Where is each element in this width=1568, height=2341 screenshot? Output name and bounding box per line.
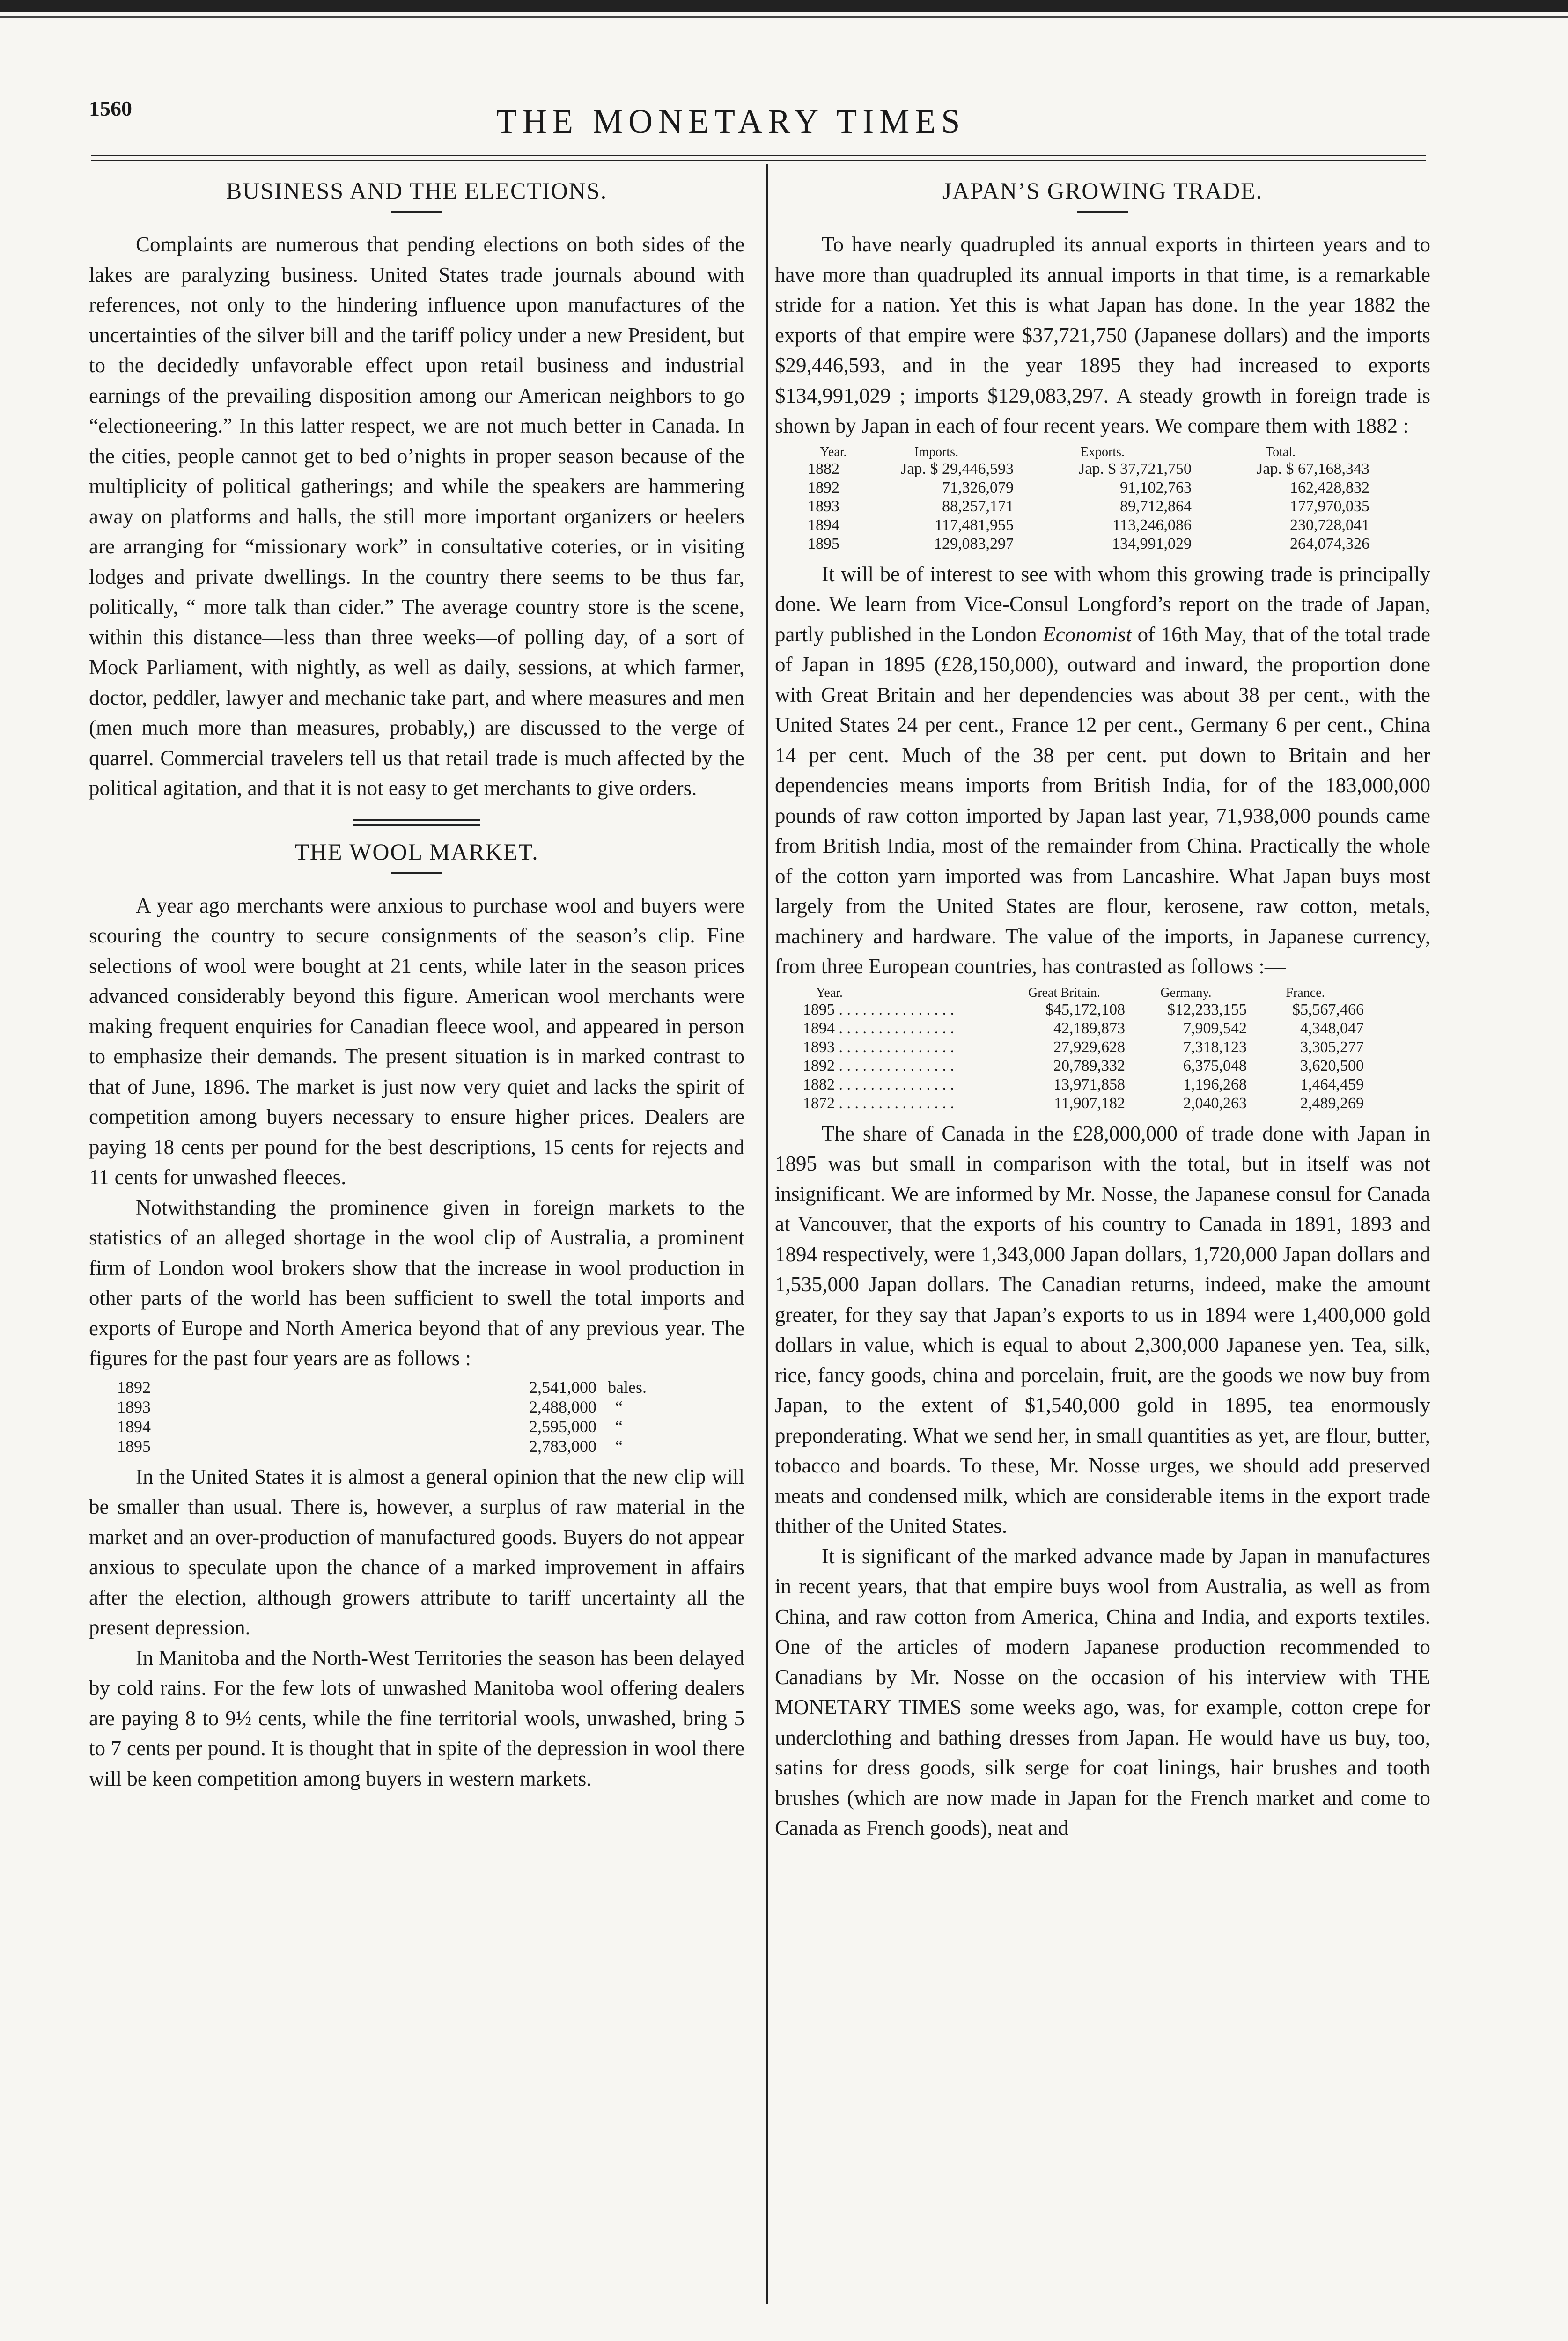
column-header-exports: Exports. [1080, 444, 1125, 459]
wool-paragraph-3: In the United States it is almost a general opinion that the new clip will be smaller than usual. There is, however, a surplus of raw material in the market and an over-production of manufactured goods. Buyers do not appear anxious to speculate upon the chance of a marked improvement in affairs after the election, although growers attribute to tariff uncertainty all the present depression. [89, 1465, 744, 1639]
table-cell-year: 1894 [117, 1417, 151, 1436]
column-header-year: Year. [816, 985, 843, 1000]
table-row [117, 1436, 647, 1456]
table-cell-total: 264,074,326 [1290, 535, 1369, 552]
wool-paragraph-1: A year ago merchants were anxious to purchase wool and buyers were scouring the country to secure consignments of the season’s clip. Fine selections of wool were bought at 21 cents, while later in the season prices advanced considerably beyond this figure. American wool merchants were making frequent enquiries for Canadian fleece wool, and appeared in person to emphasize their demands. The present situation is in marked contrast to that of June, 1896. The market is just now very quiet and lacks the spirit of competition among buyers necessary to ensure higher prices. Dealers are paying 18 cents per pound for the best descriptions, 15 cents for rejects and 11 cents for unwashed fleeces. [89, 893, 744, 1189]
table-cell-germany: 2,040,263 [1183, 1094, 1247, 1112]
japan-trade-table [808, 445, 1369, 553]
table-cell-value: 2,783,000 [529, 1436, 596, 1456]
table-cell-germany: 6,375,048 [1183, 1057, 1247, 1075]
table-cell-exports: 113,246,086 [1112, 516, 1192, 534]
table-cell-imports: 88,257,171 [942, 497, 1014, 515]
page-number: 1560 [89, 96, 132, 120]
article-heading-japan: JAPAN’S GROWING TRADE. [942, 177, 1263, 204]
table-row [803, 1057, 1364, 1075]
table-cell-exports: Jap. $ 37,721,750 [1079, 460, 1192, 478]
heading-dash [391, 211, 442, 213]
table-cell-year: 1893 [808, 497, 839, 515]
table-row [808, 516, 1369, 535]
table-row [117, 1417, 647, 1436]
japan-paragraph-1: To have nearly quadrupled its annual exports in thirteen years and to have more than quadrupled its annual imports in that time, is a remarkable stride for a nation. Yet this is what Japan has done. In the year 1882 the exports of that empire were $37,721,750 (Japanese dollars) and the imports $29,446,593, and in the year 1895 they had increased to exports $134,991,029 ; imports $129,083,297. A steady growth in foreign trade is shown by Japan in each of four recent years. We compare them with 1882 : [775, 233, 1430, 437]
table-cell-value: 2,595,000 [529, 1417, 596, 1436]
table-row [803, 1038, 1364, 1057]
table-cell-gb: 42,189,873 [1053, 1019, 1125, 1037]
table-cell-year: 1872 . . . . . . . . . . . . . . . [803, 1094, 954, 1112]
top-border-band [0, 0, 1568, 12]
japan-paragraph-4: It is significant of the marked advance made by Japan in manufactures in recent years, that that empire buys wool from Australia, as well as from China, and raw cotton from America, China and India, and exports textiles. One of the articles of modern Japanese production recommended to Canadians by Mr. Nosse on the occasion of his interview with THE MONETARY TIMES some weeks ago, was, for example, cotton crepe for underclothing and bathing dresses from Japan. He would have us buy, too, satins for dress goods, silk serge for coat linings, hair brushes and tooth brushes (which are now made in Japan for the French market and come to Canada as French goods), neat and [775, 1544, 1430, 1840]
table-cell-year: 1882 [808, 460, 839, 478]
table-cell-year: 1892 [117, 1377, 151, 1397]
wool-paragraph-2: Notwithstanding the prominence given in foreign markets to the statistics of an alleged shortage in the wool clip of Australia, a prominent firm of London wool brokers show that the increase in wool production in other parts of the world has been sufficient to swell the total imports and exports of Europe and North America beyond that of any previous year. The figures for the past four years are as follows : [89, 1195, 744, 1370]
table-cell-year: 1895 . . . . . . . . . . . . . . . [803, 1001, 954, 1018]
table-cell-gb: 13,971,858 [1053, 1075, 1125, 1093]
table-header-row [808, 445, 1369, 460]
table-cell-france: 3,305,277 [1300, 1038, 1364, 1056]
table-cell-gb: 27,929,628 [1053, 1038, 1125, 1056]
table-cell-year: 1882 . . . . . . . . . . . . . . . [803, 1075, 954, 1093]
table-cell-year: 1893 [117, 1397, 151, 1416]
article-heading-business: BUSINESS AND THE ELECTIONS. [226, 177, 608, 204]
section-double-rule [353, 819, 480, 826]
table-cell-france: 4,348,047 [1300, 1019, 1364, 1037]
table-cell-gb: 11,907,182 [1054, 1094, 1125, 1112]
currency-prefix: Jap. $ [1079, 460, 1116, 478]
wool-paragraph-4: In Manitoba and the North-West Territories the season has been delayed by cold rains. For the few lots of unwashed Manitoba wool offering dealers are paying 8 to 9½ cents, while the fine territorial wools, unwashed, bring 5 to 7 cents per pound. It is thought that in spite of the depression in wool there will be keen competition among buyers in western markets. [89, 1646, 744, 1790]
wool-bales-table [117, 1377, 647, 1456]
table-cell-france: 3,620,500 [1300, 1057, 1364, 1075]
japan-paragraph-3: The share of Canada in the £28,000,000 of trade done with Japan in 1895 was but small in comparison with the total, but in itself was not insignificant. We are informed by Mr. Nosse, the Japanese consul for Canada at Vancouver, that the exports of his country to Canada in 1891, 1893 and 1894 respectively, were 1,343,000 Japan dollars, 1,720,000 Japan dollars and 1,535,000 Japan dollars. The Canadian returns, indeed, make the amount greater, for they say that Japan’s exports to us in 1894 were 1,400,000 gold dollars in value, which is equal to about 2,300,000 Japanese yen. Tea, silk, rice, fancy goods, china and porcelain, fruit, are the goods we now buy from Japan, to the extent of $1,540,000 gold in 1895, tea enormously preponderating. What we send her, in small quantities as yet, are flour, butter, tobacco and boards. To these, Mr. Nosse urges, we should add preserved meats and condensed milk, which are considerable items in the export trade thither of the United States. [775, 1121, 1430, 1538]
table-cell-total: Jap. $ 67,168,343 [1257, 460, 1369, 478]
table-cell-imports: Jap. $ 29,446,593 [901, 460, 1014, 478]
table-row [117, 1397, 647, 1417]
table-header-row [803, 986, 1364, 1001]
table-cell-france: $5,567,466 [1292, 1001, 1364, 1018]
table-cell-france: 2,489,269 [1300, 1094, 1364, 1112]
table-cell-imports: 117,481,955 [935, 516, 1014, 534]
heading-dash [391, 872, 442, 874]
table-cell-exports: 134,991,029 [1112, 535, 1192, 552]
japan-paragraph-2: It will be of interest to see with whom this growing trade is principally done. We learn from Vice-Consul Longford’s report on the trade of Japan, partly published in the London Economist of 16th May, that of the total trade of Japan in 1895 (£28,150,000), outward and inward, the proportion done with Great Britain and her dependencies was about 38 per cent., with the United States 24 per cent., France 12 per cent., Germany 6 per cent., China 14 per cent. Much of the 38 per cent. put down to Britain and her dependencies means imports from British India, for of the 183,000,000 pounds of raw cotton imported by Japan last year, 71,938,000 pounds came from British India, most of the remainder from China. Practically the whole of the cotton yarn imported was from Lancashire. What Japan buys most largely from the United States are flour, kerosene, raw cotton, metals, machinery and hardware. The value of the imports, in Japanese currency, from three European countries, has contrasted as follows :— [775, 562, 1431, 978]
table-row [808, 497, 1369, 516]
publication-name: Economist [1043, 622, 1132, 646]
column-header-total: Total. [1265, 444, 1296, 459]
heading-dash [1077, 211, 1128, 213]
column-header-year: Year. [820, 444, 847, 459]
table-row [803, 1094, 1364, 1113]
right-column [775, 169, 1430, 1843]
column-header-great-britain: Great Britain. [1028, 985, 1100, 1000]
table-cell-exports: 91,102,763 [1120, 479, 1192, 496]
table-cell-year: 1892 [808, 479, 839, 496]
table-row [808, 460, 1369, 479]
table-cell-year: 1894 . . . . . . . . . . . . . . . [803, 1019, 954, 1037]
europe-imports-table [803, 986, 1364, 1113]
table-cell-gb: 20,789,332 [1053, 1057, 1125, 1075]
top-border-line [0, 16, 1568, 18]
table-cell-germany: $12,233,155 [1167, 1001, 1247, 1018]
table-cell-germany: 7,318,123 [1183, 1038, 1247, 1056]
business-paragraph-1: Complaints are numerous that pending elections on both sides of the lakes are paralyzing business. United States trade journals abound with references, not only to the hindering influence upon manufactures of the uncertainties of the silver bill and the tariff policy under a new President, but to the decidedly unfavorable effect upon retail business and industrial earnings of the prevailing disposition among our American neighbors to go “electioneering.” In this latter respect, we are not much better in Canada. In the cities, people cannot get to bed o’nights in proper season because of the multiplicity of political gatherings; and while the speakers are hammering away on platforms and halls, the still more important organizers or heelers are arranging for “missionary work” in consultative coteries, or in visiting lodges and private dwellings. In the country there seems to be thus far, politically, “ more talk than cider.” The average country store is the scene, within this distance—less than three weeks—of polling day, of a sort of Mock Parliament, with nightly, as well as daily, sessions, at which farmer, doctor, peddler, lawyer and mechanic take part, and where measures and men (men much more than measures, probably,) are discussed to the verge of quarrel. Commercial travelers tell us that retail trade is much affected by the political agitation, and that it is not easy to get merchants to give orders. [89, 233, 744, 800]
table-cell-year: 1895 [808, 535, 839, 552]
table-cell-total: 162,428,832 [1290, 479, 1369, 496]
table-row [808, 479, 1369, 497]
table-cell-value: 2,541,000 [529, 1377, 596, 1397]
table-cell-gb: $45,172,108 [1045, 1001, 1125, 1018]
table-cell-imports: 71,326,079 [942, 479, 1014, 496]
table-cell-imports: 129,083,297 [934, 535, 1014, 552]
table-cell-exports: 89,712,864 [1120, 497, 1192, 515]
left-column [89, 169, 744, 1794]
table-cell-year: 1892 . . . . . . . . . . . . . . . [803, 1057, 954, 1075]
table-row [808, 535, 1369, 553]
table-cell-year: 1895 [117, 1436, 151, 1456]
masthead-title: THE MONETARY TIMES [496, 103, 966, 140]
header-rule-bottom [91, 160, 1426, 161]
currency-prefix: Jap. $ [1257, 460, 1294, 478]
table-cell-year: 1894 [808, 516, 839, 534]
article-heading-wool: THE WOOL MARKET. [294, 838, 539, 865]
table-cell-france: 1,464,459 [1300, 1075, 1364, 1093]
column-header-germany: Germany. [1160, 985, 1212, 1000]
header-rule-top [91, 155, 1426, 156]
column-header-france: France. [1286, 985, 1325, 1000]
table-cell-unit: bales. [608, 1377, 647, 1397]
table-cell-total: 177,970,035 [1290, 497, 1369, 515]
table-cell-total: 230,728,041 [1290, 516, 1369, 534]
table-row [803, 1019, 1364, 1038]
table-cell-germany: 1,196,268 [1183, 1075, 1247, 1093]
currency-prefix: Jap. $ [901, 460, 938, 478]
table-cell-germany: 7,909,542 [1183, 1019, 1247, 1037]
table-cell-value: 2,488,000 [529, 1397, 596, 1416]
table-cell-unit: “ [615, 1436, 623, 1456]
table-row [803, 1001, 1364, 1019]
table-cell-unit: “ [615, 1417, 623, 1436]
table-cell-year: 1893 . . . . . . . . . . . . . . . [803, 1038, 954, 1056]
column-divider [766, 164, 768, 2304]
table-row [803, 1075, 1364, 1094]
column-header-imports: Imports. [914, 444, 959, 459]
table-row [117, 1377, 647, 1397]
table-cell-unit: “ [615, 1397, 623, 1416]
